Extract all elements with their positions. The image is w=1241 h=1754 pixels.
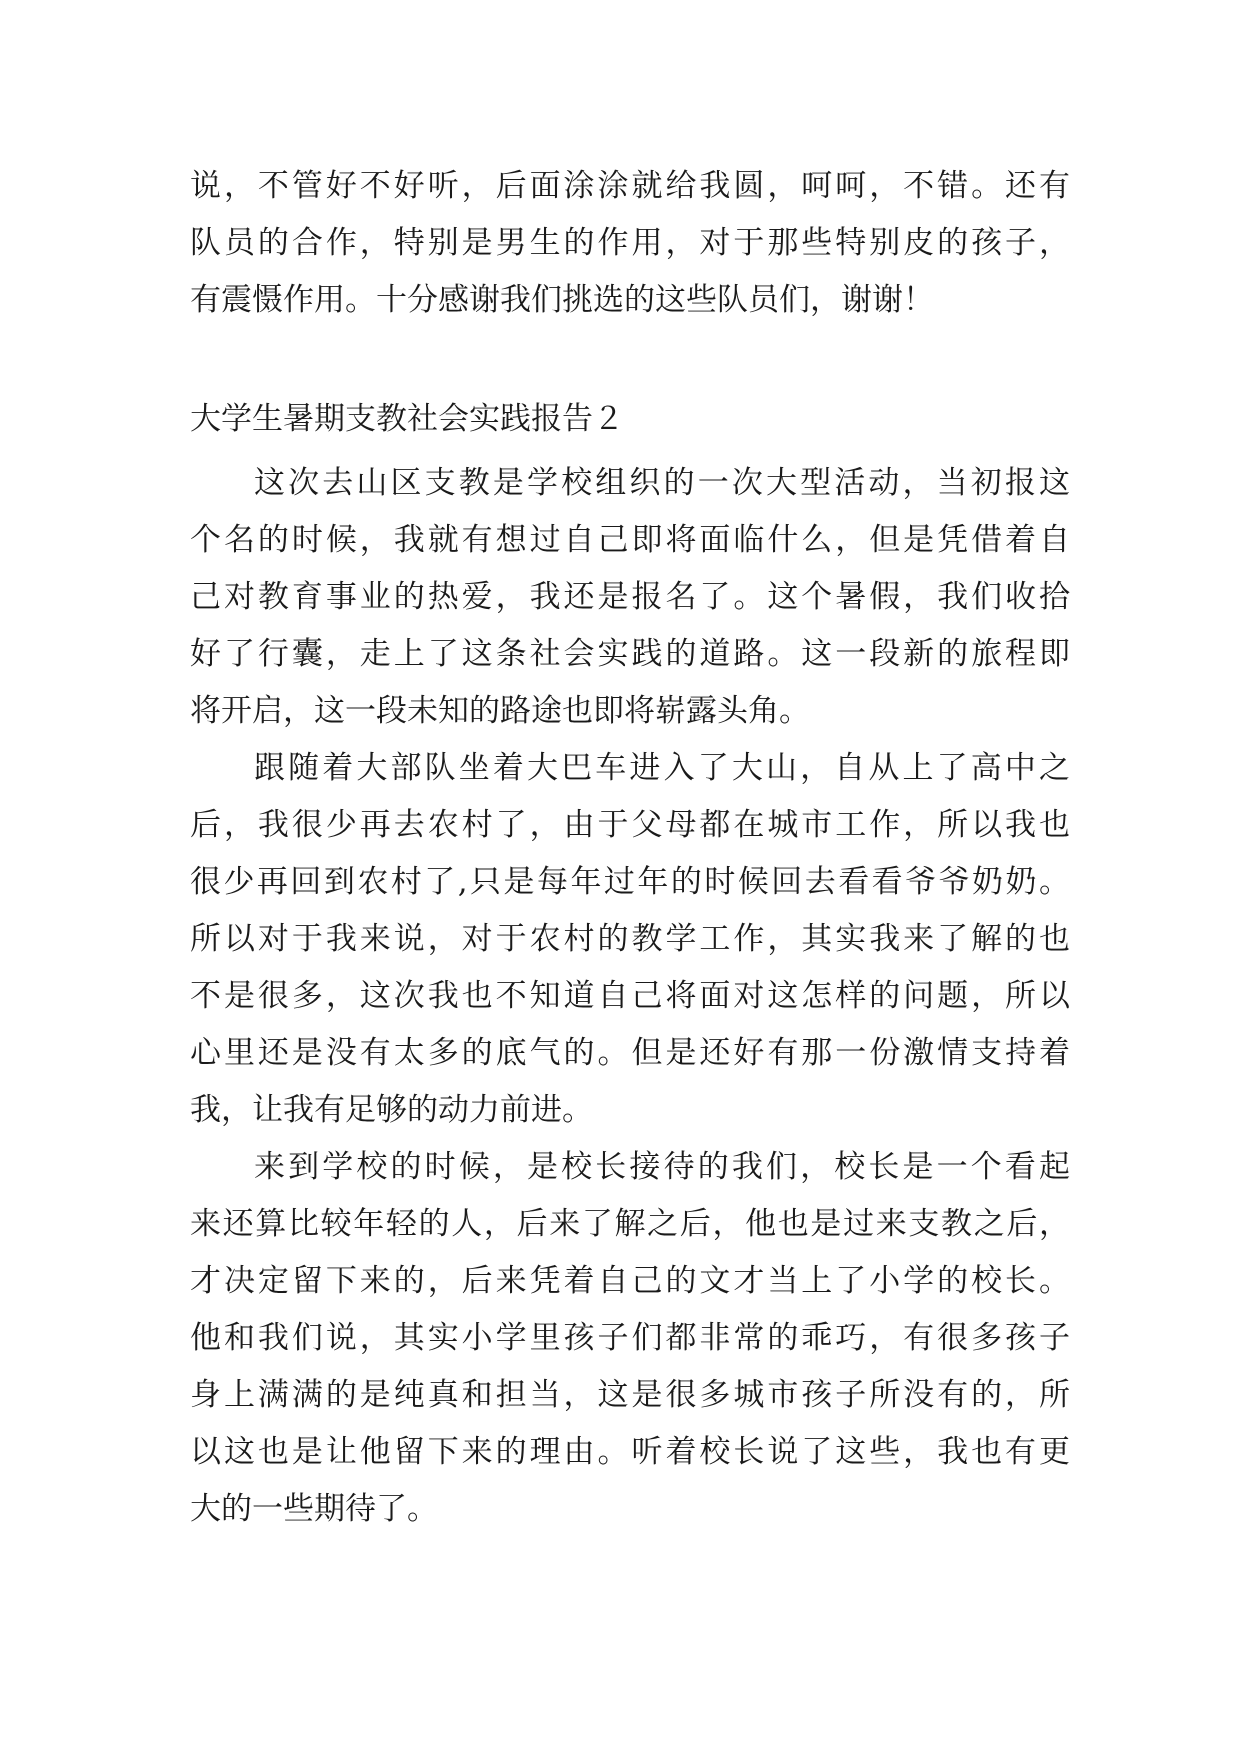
text-line: 不是很多，这次我也不知道自己将面对这怎样的问题，所以 [190, 978, 1070, 1014]
text-line: 来还算比较年轻的人，后来了解之后，他也是过来支教之后， [190, 1206, 1070, 1242]
text-line: 很少再回到农村了,只是每年过年的时候回去看看爷爷奶奶。 [190, 864, 1070, 900]
continuation-paragraph [190, 158, 1070, 329]
text-line: 将开启，这一段未知的路途也即将崭露头角。 [190, 693, 810, 729]
text-line: 有震慑作用。十分感谢我们挑选的这些队员们，谢谢！ [190, 282, 934, 318]
paragraph-2 [190, 740, 1070, 1139]
text-line: 个名的时候，我就有想过自己即将面临什么，但是凭借着自 [190, 522, 1070, 558]
text-line: 来到学校的时候，是校长接待的我们，校长是一个看起 [254, 1149, 1070, 1185]
text-line: 他和我们说，其实小学里孩子们都非常的乖巧，有很多孩子 [190, 1320, 1070, 1356]
paragraph-3 [190, 1139, 1070, 1538]
text-line: 身上满满的是纯真和担当，这是很多城市孩子所没有的，所 [190, 1377, 1070, 1413]
text-line: 己对教育事业的热爱，我还是报名了。这个暑假，我们收拾 [190, 579, 1070, 615]
text-line: 这次去山区支教是学校组织的一次大型活动，当初报这 [254, 465, 1070, 501]
text-line: 我，让我有足够的动力前进。 [190, 1092, 593, 1128]
text-line: 说，不管好不好听，后面涂涂就给我圆，呵呵，不错。还有 [190, 168, 1070, 204]
text-line: 才决定留下来的，后来凭着自己的文才当上了小学的校长。 [190, 1263, 1070, 1299]
text-line: 好了行囊，走上了这条社会实践的道路。这一段新的旅程即 [190, 636, 1070, 672]
section-title: 大学生暑期支教社会实践报告２ [190, 401, 624, 437]
text-line: 队员的合作，特别是男生的作用，对于那些特别皮的孩子， [190, 225, 1070, 261]
text-line: 以这也是让他留下来的理由。听着校长说了这些，我也有更 [190, 1434, 1070, 1470]
text-line: 心里还是没有太多的底气的。但是还好有那一份激情支持着 [190, 1035, 1070, 1071]
text-line: 跟随着大部队坐着大巴车进入了大山，自从上了高中之 [254, 750, 1070, 786]
text-line: 后，我很少再去农村了，由于父母都在城市工作，所以我也 [190, 807, 1070, 843]
text-line: 大的一些期待了。 [190, 1491, 438, 1527]
paragraph-1 [190, 455, 1070, 740]
text-line: 所以对于我来说，对于农村的教学工作，其实我来了解的也 [190, 921, 1070, 957]
